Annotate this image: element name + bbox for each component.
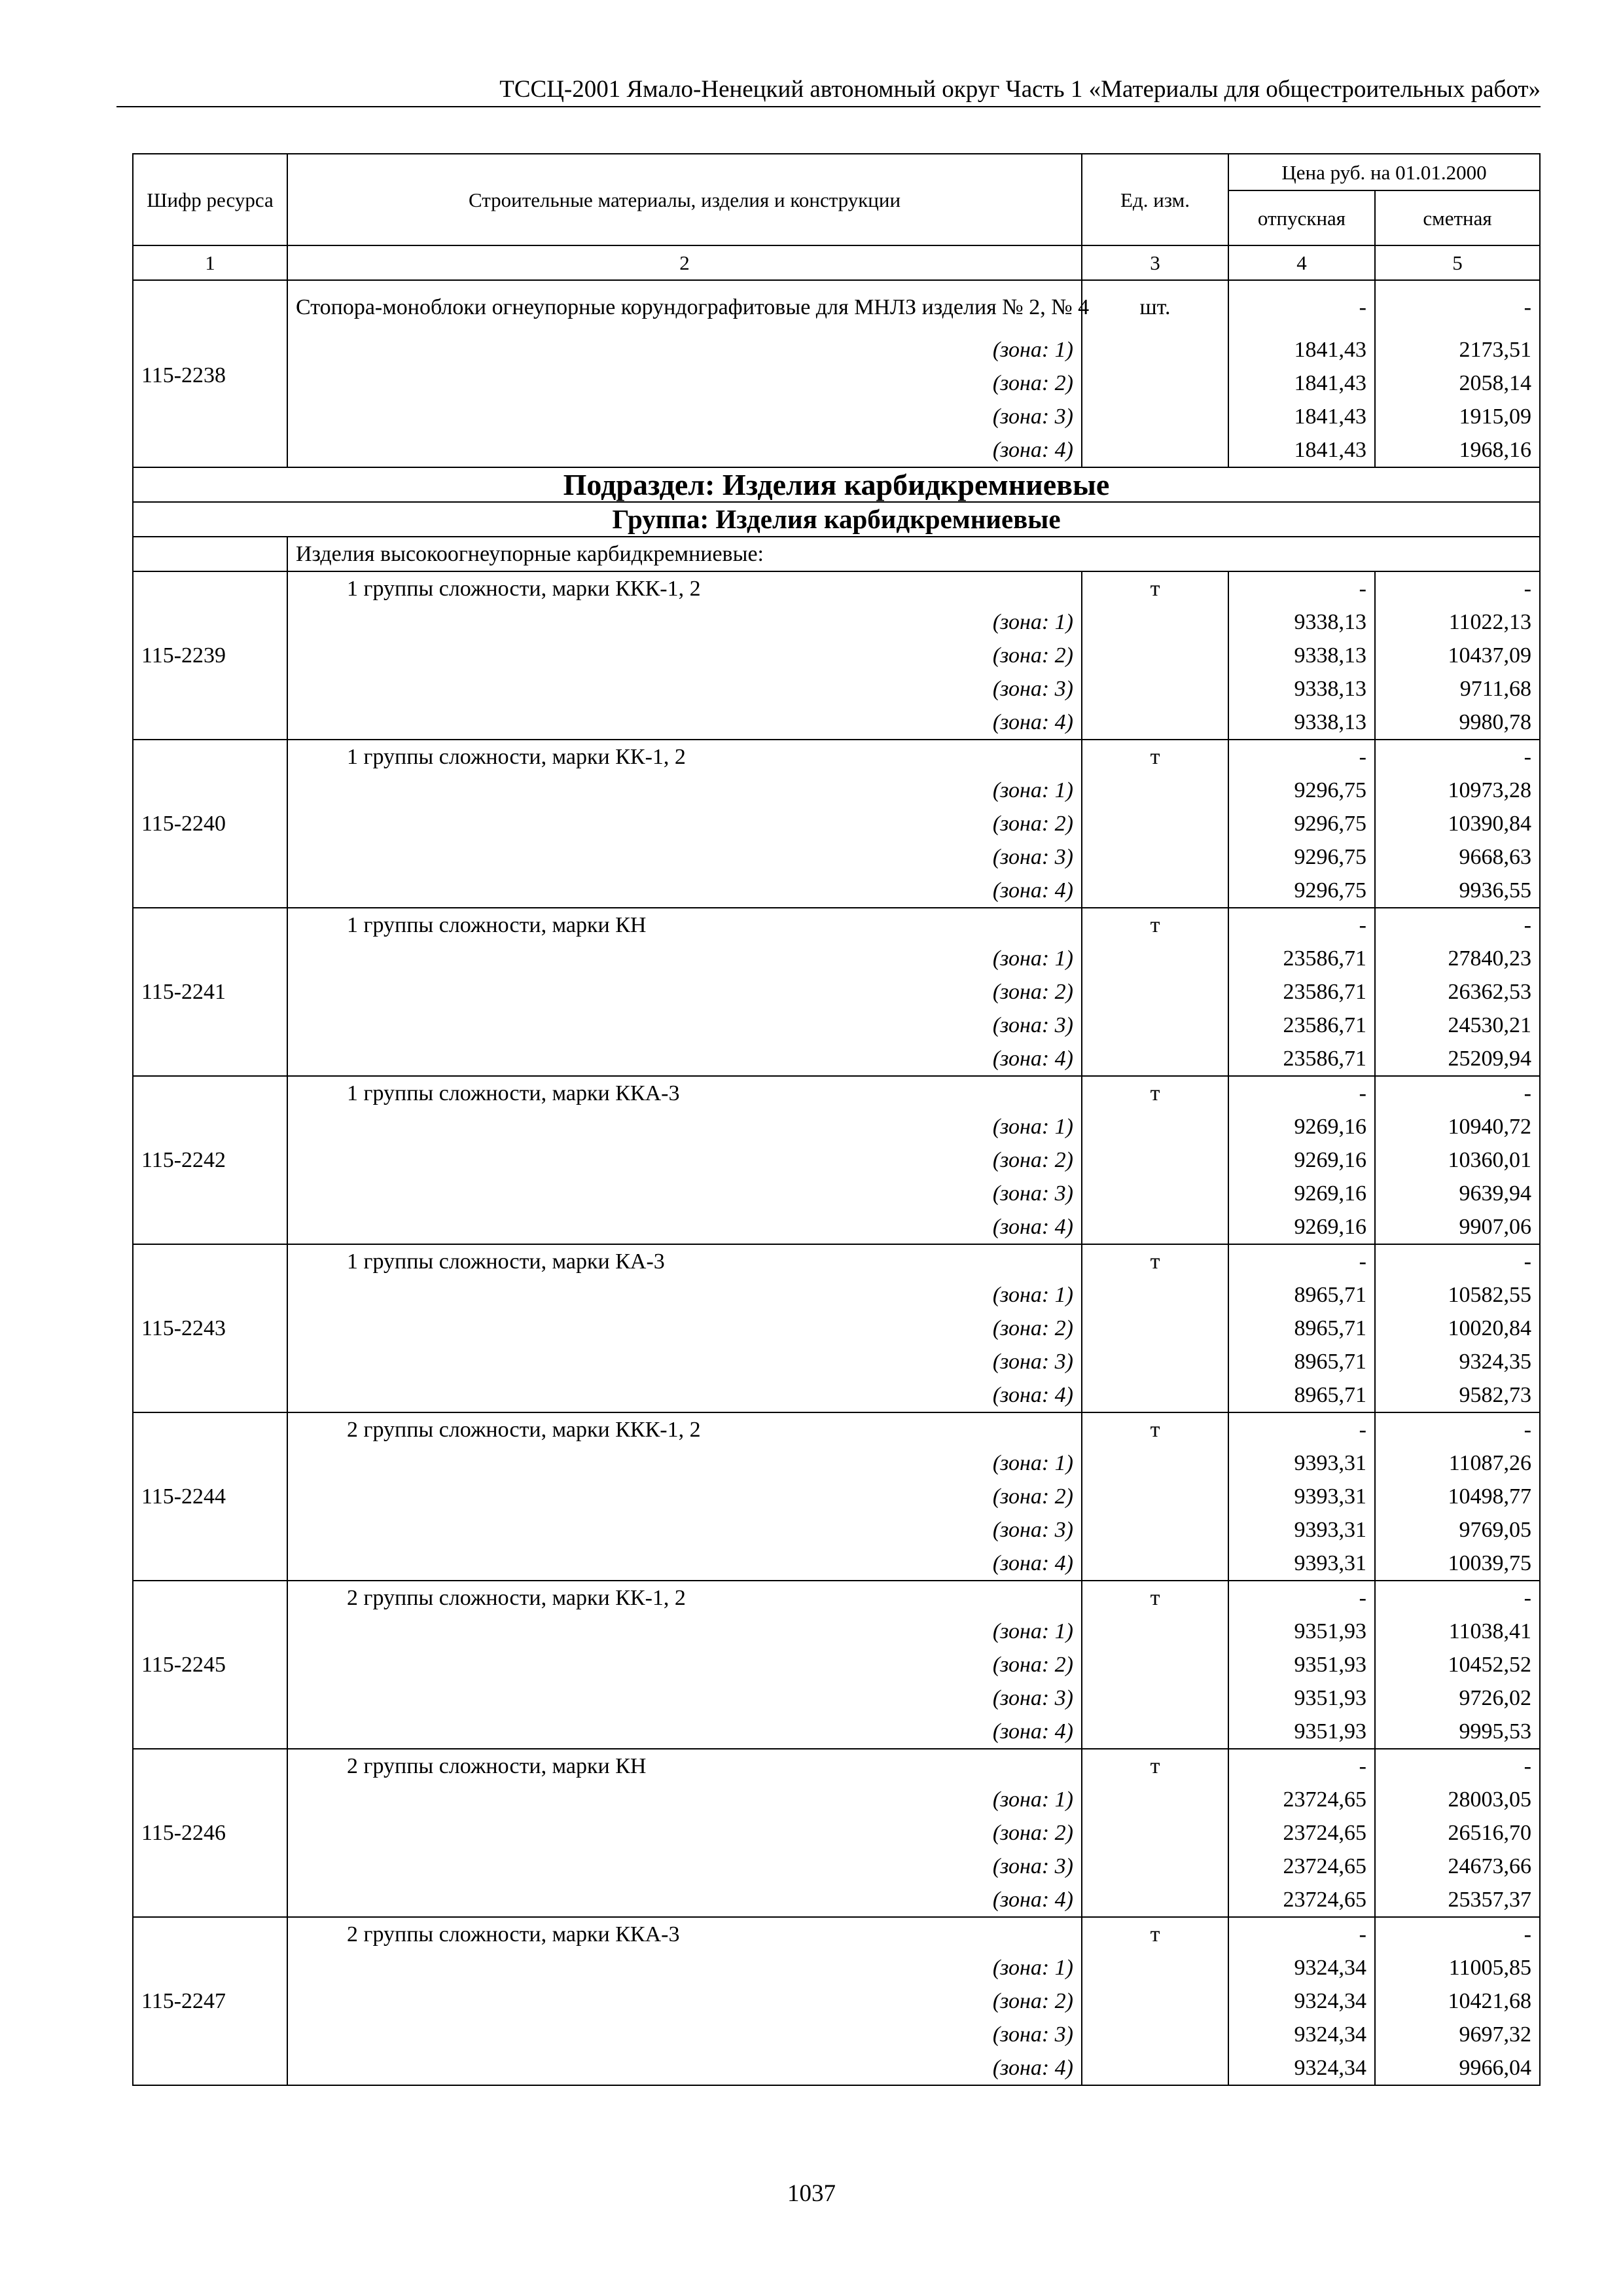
item-name: 1 группы сложности, марки ККА-3: [287, 1076, 1082, 1110]
release-price: -: [1228, 571, 1375, 605]
zone-label: (зона: 4): [287, 1883, 1082, 1917]
zone-unit: [1082, 774, 1228, 807]
zone-label: (зона: 1): [287, 333, 1082, 367]
release-price: 9393,31: [1228, 1513, 1375, 1547]
running-header: ТССЦ-2001 Ямало-Ненецкий автономный округ Часть 1 «Материалы для общестроительных работ»: [116, 73, 1541, 107]
zone-row: [133, 840, 1540, 874]
release-price: 23724,65: [1228, 1883, 1375, 1917]
table-row: [133, 908, 1540, 942]
col-header-code: Шифр ресурса: [133, 154, 287, 245]
zone-label: (зона: 4): [287, 706, 1082, 740]
release-price: 9351,93: [1228, 1615, 1375, 1648]
release-price: -: [1228, 1412, 1375, 1446]
estimate-price: 27840,23: [1375, 942, 1540, 975]
zone-row: [133, 975, 1540, 1009]
release-price: -: [1228, 1917, 1375, 1951]
zone-label: (зона: 2): [287, 1312, 1082, 1345]
subsection-block: [133, 467, 1540, 571]
release-price: 8965,71: [1228, 1378, 1375, 1412]
estimate-price: -: [1375, 1412, 1540, 1446]
item-unit: т: [1082, 1412, 1228, 1446]
estimate-price: 10973,28: [1375, 774, 1540, 807]
release-price: 9324,34: [1228, 1951, 1375, 1984]
release-price: -: [1228, 1581, 1375, 1615]
release-price: 9269,16: [1228, 1143, 1375, 1177]
items-body: [133, 571, 1540, 2085]
estimate-price: 26362,53: [1375, 975, 1540, 1009]
release-price: 9338,13: [1228, 639, 1375, 672]
zone-label: (зона: 3): [287, 1850, 1082, 1883]
zone-row: [133, 2051, 1540, 2085]
estimate-price: 10437,09: [1375, 639, 1540, 672]
item-unit: т: [1082, 1244, 1228, 1278]
zone-unit: [1082, 1783, 1228, 1816]
zone-unit: [1082, 706, 1228, 740]
estimate-price: 10039,75: [1375, 1547, 1540, 1581]
zone-unit: [1082, 639, 1228, 672]
zone-unit: [1082, 807, 1228, 840]
item-unit: т: [1082, 908, 1228, 942]
zone-label: (зона: 2): [287, 367, 1082, 400]
estimate-price: 11022,13: [1375, 605, 1540, 639]
estimate-price: 11087,26: [1375, 1446, 1540, 1480]
estimate-price: 2173,51: [1375, 333, 1540, 367]
zone-row: [133, 367, 1540, 400]
estimate-price: 10360,01: [1375, 1143, 1540, 1177]
release-price: -: [1228, 908, 1375, 942]
zone-row: [133, 942, 1540, 975]
zone-unit: [1082, 874, 1228, 908]
resource-code: 115-2239: [133, 571, 287, 740]
zone-row: [133, 1480, 1540, 1513]
zone-unit: [1082, 605, 1228, 639]
zone-unit: [1082, 1177, 1228, 1210]
estimate-price: 9726,02: [1375, 1681, 1540, 1715]
table-row: [133, 1581, 1540, 1615]
release-price: 9296,75: [1228, 807, 1375, 840]
col-number: 5: [1375, 245, 1540, 280]
estimate-price: 10421,68: [1375, 1984, 1540, 2018]
item-name: 1 группы сложности, марки КК-1, 2: [287, 740, 1082, 774]
table-row: [133, 571, 1540, 605]
release-price: 9351,93: [1228, 1715, 1375, 1749]
zone-row: [133, 605, 1540, 639]
zone-label: (зона: 2): [287, 975, 1082, 1009]
release-price: 1841,43: [1228, 367, 1375, 400]
estimate-price: 9936,55: [1375, 874, 1540, 908]
group-note: Изделия высокоогнеупорные карбидкремниевые:: [287, 537, 1540, 571]
item-name: 2 группы сложности, марки ККК-1, 2: [287, 1412, 1082, 1446]
item-unit: т: [1082, 1581, 1228, 1615]
estimate-price: 24530,21: [1375, 1009, 1540, 1042]
estimate-price: -: [1375, 571, 1540, 605]
zone-label: (зона: 1): [287, 1446, 1082, 1480]
zone-row: [133, 400, 1540, 433]
subsection-title: Подраздел: Изделия карбидкремниевые: [133, 467, 1540, 502]
estimate-price: 9980,78: [1375, 706, 1540, 740]
zone-unit: [1082, 1883, 1228, 1917]
release-price: 9393,31: [1228, 1547, 1375, 1581]
resource-code: 115-2244: [133, 1412, 287, 1581]
release-price: -: [1228, 1244, 1375, 1278]
zone-row: [133, 1615, 1540, 1648]
zone-label: (зона: 4): [287, 1547, 1082, 1581]
col-header-estimate: сметная: [1375, 190, 1540, 245]
zone-unit: [1082, 1816, 1228, 1850]
zone-label: (зона: 2): [287, 1816, 1082, 1850]
release-price: 9338,13: [1228, 605, 1375, 639]
estimate-price: 9697,32: [1375, 2018, 1540, 2051]
zone-label: (зона: 2): [287, 1984, 1082, 2018]
zone-unit: [1082, 1615, 1228, 1648]
item-unit: т: [1082, 1917, 1228, 1951]
zone-unit: [1082, 1648, 1228, 1681]
estimate-price: -: [1375, 740, 1540, 774]
zone-label: (зона: 1): [287, 1615, 1082, 1648]
release-price: 9324,34: [1228, 2051, 1375, 2085]
release-price: 9351,93: [1228, 1681, 1375, 1715]
zone-unit: [1082, 1042, 1228, 1076]
zone-label: (зона: 4): [287, 1042, 1082, 1076]
zone-unit: [1082, 1009, 1228, 1042]
zone-label: (зона: 1): [287, 1783, 1082, 1816]
zone-row: [133, 1378, 1540, 1412]
table-head: [133, 154, 1540, 280]
zone-label: (зона: 3): [287, 1009, 1082, 1042]
zone-unit: [1082, 975, 1228, 1009]
zone-row: [133, 774, 1540, 807]
zone-row: [133, 1009, 1540, 1042]
zone-label: (зона: 2): [287, 1143, 1082, 1177]
zone-label: (зона: 3): [287, 1177, 1082, 1210]
price-table: [132, 153, 1541, 2086]
page-number: 1037: [787, 2180, 836, 2207]
release-price: 23586,71: [1228, 1009, 1375, 1042]
table-row: [133, 1749, 1540, 1783]
estimate-price: -: [1375, 908, 1540, 942]
zone-row: [133, 1143, 1540, 1177]
zone-label: (зона: 1): [287, 774, 1082, 807]
release-price: 9296,75: [1228, 874, 1375, 908]
col-header-price: Цена руб. на 01.01.2000: [1228, 154, 1540, 190]
release-price: 9296,75: [1228, 840, 1375, 874]
zone-unit: [1082, 333, 1228, 367]
zone-row: [133, 1783, 1540, 1816]
zone-unit: [1082, 1513, 1228, 1547]
estimate-price: 10452,52: [1375, 1648, 1540, 1681]
table-row: [133, 740, 1540, 774]
resource-code: 115-2245: [133, 1581, 287, 1749]
release-price: 23586,71: [1228, 942, 1375, 975]
zone-label: (зона: 1): [287, 605, 1082, 639]
release-price: 9338,13: [1228, 672, 1375, 706]
item-unit: шт.: [1082, 280, 1228, 333]
release-price: 9324,34: [1228, 1984, 1375, 2018]
item-name: 2 группы сложности, марки ККА-3: [287, 1917, 1082, 1951]
zone-unit: [1082, 1278, 1228, 1312]
zone-label: (зона: 2): [287, 1480, 1082, 1513]
zone-unit: [1082, 672, 1228, 706]
table-row: [133, 1244, 1540, 1278]
release-price: 23724,65: [1228, 1783, 1375, 1816]
release-price: 8965,71: [1228, 1278, 1375, 1312]
zone-row: [133, 639, 1540, 672]
zone-unit: [1082, 1210, 1228, 1244]
zone-label: (зона: 3): [287, 672, 1082, 706]
estimate-price: 9711,68: [1375, 672, 1540, 706]
release-price: 23586,71: [1228, 975, 1375, 1009]
item-unit: т: [1082, 740, 1228, 774]
estimate-price: 1968,16: [1375, 433, 1540, 467]
release-price: 23724,65: [1228, 1816, 1375, 1850]
release-price: 9338,13: [1228, 706, 1375, 740]
zone-label: (зона: 3): [287, 1681, 1082, 1715]
zone-row: [133, 1110, 1540, 1143]
zone-unit: [1082, 1312, 1228, 1345]
zone-unit: [1082, 2051, 1228, 2085]
estimate-price: 9582,73: [1375, 1378, 1540, 1412]
release-price: 9324,34: [1228, 2018, 1375, 2051]
group-title: Группа: Изделия карбидкремниевые: [133, 502, 1540, 537]
release-price: 9269,16: [1228, 1177, 1375, 1210]
release-price: 8965,71: [1228, 1312, 1375, 1345]
item-name: 2 группы сложности, марки КН: [287, 1749, 1082, 1783]
zone-row: [133, 672, 1540, 706]
estimate-price: -: [1375, 1749, 1540, 1783]
zone-row: [133, 1715, 1540, 1749]
release-price: 9296,75: [1228, 774, 1375, 807]
release-price: 8965,71: [1228, 1345, 1375, 1378]
zone-label: (зона: 4): [287, 874, 1082, 908]
item-name: Стопора-моноблоки огнеупорные корундографитовые для МНЛЗ изделия № 2, № 4: [287, 280, 1082, 333]
release-price: -: [1228, 1076, 1375, 1110]
zone-row: [133, 1547, 1540, 1581]
release-price: -: [1228, 280, 1375, 333]
zone-row: [133, 807, 1540, 840]
zone-unit: [1082, 433, 1228, 467]
estimate-price: -: [1375, 1244, 1540, 1278]
estimate-price: 9907,06: [1375, 1210, 1540, 1244]
zone-unit: [1082, 1345, 1228, 1378]
estimate-price: 1915,09: [1375, 400, 1540, 433]
zone-label: (зона: 2): [287, 1648, 1082, 1681]
zone-unit: [1082, 1547, 1228, 1581]
release-price: 1841,43: [1228, 333, 1375, 367]
estimate-price: 10582,55: [1375, 1278, 1540, 1312]
resource-code: 115-2246: [133, 1749, 287, 1917]
zone-label: (зона: 4): [287, 1210, 1082, 1244]
zone-row: [133, 1883, 1540, 1917]
zone-unit: [1082, 1951, 1228, 1984]
estimate-price: 10020,84: [1375, 1312, 1540, 1345]
zone-row: [133, 1345, 1540, 1378]
zone-unit: [1082, 840, 1228, 874]
release-price: 9269,16: [1228, 1110, 1375, 1143]
zone-row: [133, 2018, 1540, 2051]
col-header-name: Строительные материалы, изделия и конструкции: [287, 154, 1082, 245]
estimate-price: 9769,05: [1375, 1513, 1540, 1547]
col-number: 3: [1082, 245, 1228, 280]
release-price: 9269,16: [1228, 1210, 1375, 1244]
item-name: 1 группы сложности, марки ККК-1, 2: [287, 571, 1082, 605]
resource-code: 115-2247: [133, 1917, 287, 2085]
zone-row: [133, 1681, 1540, 1715]
zone-label: (зона: 4): [287, 2051, 1082, 2085]
first-item: [133, 280, 1540, 467]
zone-label: (зона: 1): [287, 1278, 1082, 1312]
item-name: 2 группы сложности, марки КК-1, 2: [287, 1581, 1082, 1615]
estimate-price: 10390,84: [1375, 807, 1540, 840]
estimate-price: -: [1375, 1076, 1540, 1110]
col-number: 1: [133, 245, 287, 280]
zone-unit: [1082, 2018, 1228, 2051]
item-unit: т: [1082, 1749, 1228, 1783]
zone-unit: [1082, 1715, 1228, 1749]
zone-row: [133, 1984, 1540, 2018]
zone-unit: [1082, 1110, 1228, 1143]
zone-label: (зона: 2): [287, 807, 1082, 840]
estimate-price: 9668,63: [1375, 840, 1540, 874]
zone-label: (зона: 3): [287, 400, 1082, 433]
release-price: 9351,93: [1228, 1648, 1375, 1681]
item-name: 1 группы сложности, марки КН: [287, 908, 1082, 942]
resource-code: 115-2238: [133, 280, 287, 467]
item-name: 1 группы сложности, марки КА-3: [287, 1244, 1082, 1278]
estimate-price: 2058,14: [1375, 367, 1540, 400]
estimate-price: 9324,35: [1375, 1345, 1540, 1378]
zone-label: (зона: 2): [287, 639, 1082, 672]
resource-code: 115-2243: [133, 1244, 287, 1412]
zone-row: [133, 1951, 1540, 1984]
zone-label: (зона: 3): [287, 2018, 1082, 2051]
zone-row: [133, 433, 1540, 467]
zone-row: [133, 1278, 1540, 1312]
estimate-price: 10498,77: [1375, 1480, 1540, 1513]
estimate-price: -: [1375, 1581, 1540, 1615]
estimate-price: 10940,72: [1375, 1110, 1540, 1143]
col-number: 4: [1228, 245, 1375, 280]
zone-row: [133, 1312, 1540, 1345]
zone-unit: [1082, 1378, 1228, 1412]
table-row: [133, 1917, 1540, 1951]
zone-row: [133, 1210, 1540, 1244]
zone-label: (зона: 4): [287, 433, 1082, 467]
zone-unit: [1082, 1446, 1228, 1480]
zone-row: [133, 333, 1540, 367]
zone-unit: [1082, 1143, 1228, 1177]
release-price: 9393,31: [1228, 1480, 1375, 1513]
table-row: [133, 1076, 1540, 1110]
zone-row: [133, 1850, 1540, 1883]
zone-row: [133, 1816, 1540, 1850]
zone-unit: [1082, 1480, 1228, 1513]
zone-label: (зона: 3): [287, 840, 1082, 874]
col-header-unit: Ед. изм.: [1082, 154, 1228, 245]
resource-code: 115-2241: [133, 908, 287, 1076]
resource-code: 115-2242: [133, 1076, 287, 1244]
zone-label: (зона: 1): [287, 942, 1082, 975]
zone-row: [133, 874, 1540, 908]
estimate-price: 9995,53: [1375, 1715, 1540, 1749]
estimate-price: 24673,66: [1375, 1850, 1540, 1883]
zone-row: [133, 1042, 1540, 1076]
resource-code: 115-2240: [133, 740, 287, 908]
release-price: 1841,43: [1228, 433, 1375, 467]
zone-unit: [1082, 400, 1228, 433]
estimate-price: 11005,85: [1375, 1951, 1540, 1984]
estimate-price: 9966,04: [1375, 2051, 1540, 2085]
zone-row: [133, 706, 1540, 740]
zone-unit: [1082, 1850, 1228, 1883]
release-price: 1841,43: [1228, 400, 1375, 433]
zone-label: (зона: 1): [287, 1110, 1082, 1143]
zone-unit: [1082, 1681, 1228, 1715]
release-price: 23724,65: [1228, 1850, 1375, 1883]
estimate-price: 25357,37: [1375, 1883, 1540, 1917]
estimate-price: -: [1375, 1917, 1540, 1951]
estimate-price: 26516,70: [1375, 1816, 1540, 1850]
estimate-price: 25209,94: [1375, 1042, 1540, 1076]
zone-label: (зона: 1): [287, 1951, 1082, 1984]
item-unit: т: [1082, 571, 1228, 605]
release-price: -: [1228, 1749, 1375, 1783]
item-unit: т: [1082, 1076, 1228, 1110]
release-price: 23586,71: [1228, 1042, 1375, 1076]
release-price: -: [1228, 740, 1375, 774]
zone-unit: [1082, 367, 1228, 400]
release-price: 9393,31: [1228, 1446, 1375, 1480]
zone-row: [133, 1513, 1540, 1547]
estimate-price: -: [1375, 280, 1540, 333]
col-number: 2: [287, 245, 1082, 280]
group-note-code-cell: [133, 537, 287, 571]
zone-unit: [1082, 1984, 1228, 2018]
zone-row: [133, 1177, 1540, 1210]
estimate-price: 28003,05: [1375, 1783, 1540, 1816]
col-header-release: отпускная: [1228, 190, 1375, 245]
zone-unit: [1082, 942, 1228, 975]
zone-row: [133, 1446, 1540, 1480]
estimate-price: 9639,94: [1375, 1177, 1540, 1210]
zone-row: [133, 1648, 1540, 1681]
table-row: [133, 1412, 1540, 1446]
zone-label: (зона: 3): [287, 1513, 1082, 1547]
zone-label: (зона: 4): [287, 1378, 1082, 1412]
zone-label: (зона: 3): [287, 1345, 1082, 1378]
estimate-price: 11038,41: [1375, 1615, 1540, 1648]
zone-label: (зона: 4): [287, 1715, 1082, 1749]
